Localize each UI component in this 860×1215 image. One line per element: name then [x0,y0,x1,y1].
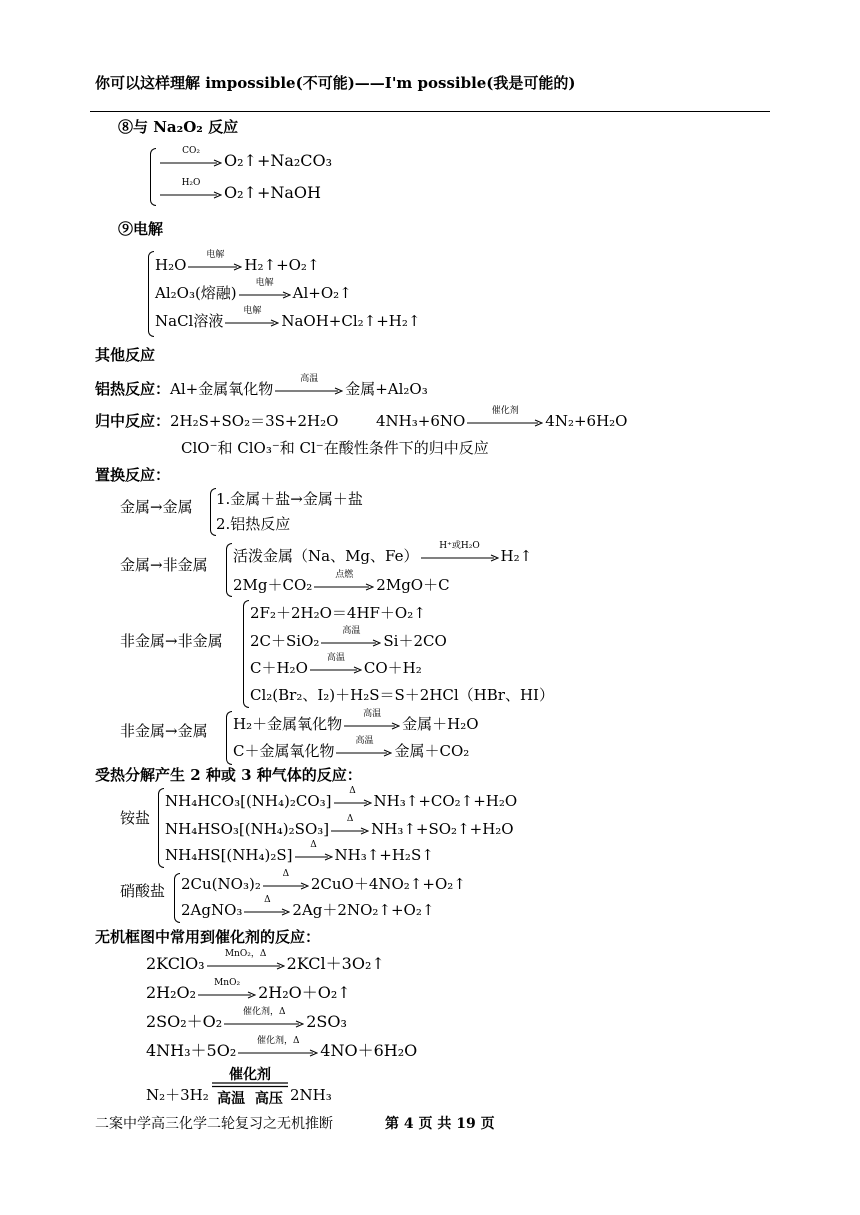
reaction-arrow [321,626,381,649]
reaction-reactant: 2AgNO₃ [181,901,243,919]
reaction-arrow [160,177,222,201]
equation [181,869,466,893]
group-head: 金属→金属 [120,498,193,516]
arrow-condition: 电解 [206,250,225,260]
arrow-condition: MnO₂ [214,977,241,988]
reaction-arrow [160,145,222,169]
equation [376,406,628,430]
reaction-product: O₂↑+Na₂CO₃ [224,151,333,170]
arrow-condition: 电解 [243,306,262,316]
arrow-condition: CO₂ [182,145,200,156]
reaction-product: O₂↑+NaOH [224,183,321,202]
equation [233,570,450,594]
equation [155,306,421,330]
reaction-arrow [207,948,285,972]
arrow-condition: 高温 高压 [217,1091,283,1107]
group-line: 1.金属＋盐→金属＋盐 [216,490,363,508]
reaction-product: 2Ag＋2NO₂↑+O₂↑ [292,901,435,919]
equation-text: 2H₂S+SO₂＝3S+2H₂O [170,412,339,430]
reaction-product: 2MgO＋C [376,576,450,594]
reaction-product: H₂↑ [500,547,533,565]
reaction-product: 2H₂O＋O₂↑ [258,983,351,1002]
equation [158,177,321,202]
reaction-reactant: Al₂O₃(熔融) [155,284,237,302]
reaction-product: NH₃↑+CO₂↑+H₂O [373,792,518,810]
reaction-product: Al+O₂↑ [292,284,352,302]
arrow-condition: Δ [349,786,356,796]
catalysis-title: 无机框图中常用到催化剂的反应： [95,928,321,946]
equation [146,948,385,973]
displacement-title: 置换反应： [95,466,171,484]
section-label: 归中反应： [95,412,171,430]
arrow-condition: 电解 [255,278,274,288]
decomposition-title: 受热分解产生 2 种或 3 种气体的反应： [95,766,362,784]
equation [233,736,470,760]
arrow-condition: H₂O [181,177,201,188]
reaction-reactant: N₂＋3H₂ [146,1086,209,1104]
equation [155,278,352,302]
section-8-title: ⑧与 Na₂O₂ 反应 [118,118,239,136]
reaction-reactant: 2KClO₃ [146,954,205,973]
group-head: 硝酸盐 [120,882,166,900]
arrow-condition: 催化剂 [491,406,519,416]
equation [165,814,514,838]
reaction-arrow [263,869,309,892]
reaction-arrow [295,840,333,863]
group-head: 金属→非金属 [120,556,208,574]
reaction-reactant: H₂O [155,256,187,274]
reaction-reactant: NH₄HS[(NH₄)₂S] [165,846,293,864]
reaction-reactant: 4NH₃+6NO [376,412,466,430]
group-head: 铵盐 [120,809,151,827]
brace [226,711,232,765]
comproportionation-note: ClO⁻和 ClO₃⁻和 Cl⁻在酸性条件下的归中反应 [181,439,489,457]
group-line: Cl₂(Br₂、I₂)＋H₂S＝S＋2HCl（HBr、HI） [250,686,554,704]
reaction-product: H₂↑+O₂↑ [244,256,320,274]
arrow-condition: 点燃 [335,570,354,580]
arrow-condition: Δ [346,814,354,824]
arrow-condition: 催化剂，Δ [242,1006,286,1017]
reaction-arrow [421,541,499,564]
arrow-condition: 高温 [363,709,382,719]
reaction-arrow [331,814,369,837]
brace [174,873,180,923]
equation [233,709,479,733]
equation [146,1035,418,1060]
brace [148,251,154,337]
reaction-reactant: NH₄HSO₃[(NH₄)₂SO₃] [165,820,330,838]
reaction-arrow [198,977,256,1001]
equation [250,653,422,677]
group-head: 非金属→非金属 [120,632,223,650]
equation [158,145,333,170]
reaction-reactant: 2H₂O₂ [146,983,197,1002]
arrow-condition: 催化剂 [229,1067,271,1083]
reaction-arrow [334,786,372,809]
reaction-product: 2KCl＋3O₂↑ [286,954,385,973]
reaction-arrow [336,736,392,759]
arrow-condition: 高温 [326,653,345,663]
reaction-reactant: 2Mg＋CO₂ [233,576,313,594]
equation [250,626,447,650]
section-9-title: ⑨电解 [118,220,164,238]
brace [226,543,232,597]
reaction-arrow [224,1006,304,1030]
equation [165,786,518,810]
arrow-condition: 高温 [355,736,374,746]
equation [146,977,351,1002]
reaction-product: Si＋2CO [383,632,447,650]
reaction-product: 4N₂+6H₂O [545,412,628,430]
arrow-condition: MnO₂，Δ [224,948,267,959]
reaction-product: 2NH₃ [290,1086,332,1104]
reaction-reactant: NH₄HCO₃[(NH₄)₂CO₃] [165,792,332,810]
arrow-condition: Δ [264,895,271,905]
header-rule [90,111,770,112]
reaction-product: 2SO₃ [306,1012,347,1031]
footer-page-number: 第 4 页 共 19 页 [385,1116,495,1132]
arrow-condition: H⁺或H₂O [439,541,480,551]
reaction-reactant: 2C＋SiO₂ [250,632,320,650]
reaction-arrow [239,278,291,301]
page-header: 你可以这样理解 impossible(不可能)——I'm possible(我是可能的) [95,74,576,92]
reaction-product: 2CuO＋4NO₂↑+O₂↑ [310,875,466,893]
brace [158,788,164,868]
arrow-condition: Δ [282,869,290,879]
reaction-product: 金属＋CO₂ [394,742,470,760]
reaction-reactant: 2Cu(NO₃)₂ [181,875,261,893]
reaction-product: 金属＋H₂O [402,715,479,733]
arrow-condition: Δ [310,840,317,850]
footer-left: 二案中学高三化学二轮复习之无机推断 [95,1116,333,1132]
reaction-arrow [275,374,343,397]
reaction-reactant: H₂＋金属氧化物 [233,715,343,733]
reaction-arrow [310,653,362,676]
arrow-condition: 催化剂，Δ [257,1035,300,1046]
reaction-arrow [244,895,290,918]
equation [146,1086,209,1104]
section-label: 铝热反应： [95,380,171,398]
thermite-line [95,374,428,398]
reaction-arrow [225,306,279,329]
reaction-reactant: C＋金属氧化物 [233,742,335,760]
reaction-product: CO＋H₂ [363,659,422,677]
reaction-product: NH₃↑+H₂S↑ [334,846,434,864]
reaction-arrow [314,570,374,593]
other-title: 其他反应 [95,346,156,364]
reversible-sign [212,1064,288,1107]
reaction-arrow [467,406,543,429]
brace [150,148,156,206]
reaction-product: 4NO＋6H₂O [320,1041,418,1060]
comproportionation-line [95,412,338,430]
equation [233,541,533,565]
group-line: 2F₂＋2H₂O＝4HF＋O₂↑ [250,604,426,622]
reaction-reactant: 4NH₃＋5O₂ [146,1041,237,1060]
reaction-reactant: 2SO₂＋O₂ [146,1012,223,1031]
equation [165,840,434,864]
reaction-arrow [238,1035,318,1059]
reaction-arrow [188,250,242,273]
equation [155,250,320,274]
reaction-reactant: NaCl溶液 [155,312,224,330]
reaction-product: 金属+Al₂O₃ [345,380,428,398]
reaction-reactant: Al+金属氧化物 [170,380,274,398]
arrow-condition: 高温 [300,374,319,384]
reaction-product: NH₃↑+SO₂↑+H₂O [371,820,514,838]
reaction-product: NaOH+Cl₂↑+H₂↑ [281,312,421,330]
arrow-condition: 高温 [342,626,361,636]
brace [243,600,249,708]
reaction-reactant: C＋H₂O [250,659,308,677]
equation [146,1006,347,1031]
reaction-arrow [344,709,400,732]
equation [181,895,435,919]
group-line: 2.铝热反应 [216,515,291,533]
reaction-reactant: 活泼金属（Na、Mg、Fe） [233,547,419,565]
group-head: 非金属→金属 [120,722,208,740]
